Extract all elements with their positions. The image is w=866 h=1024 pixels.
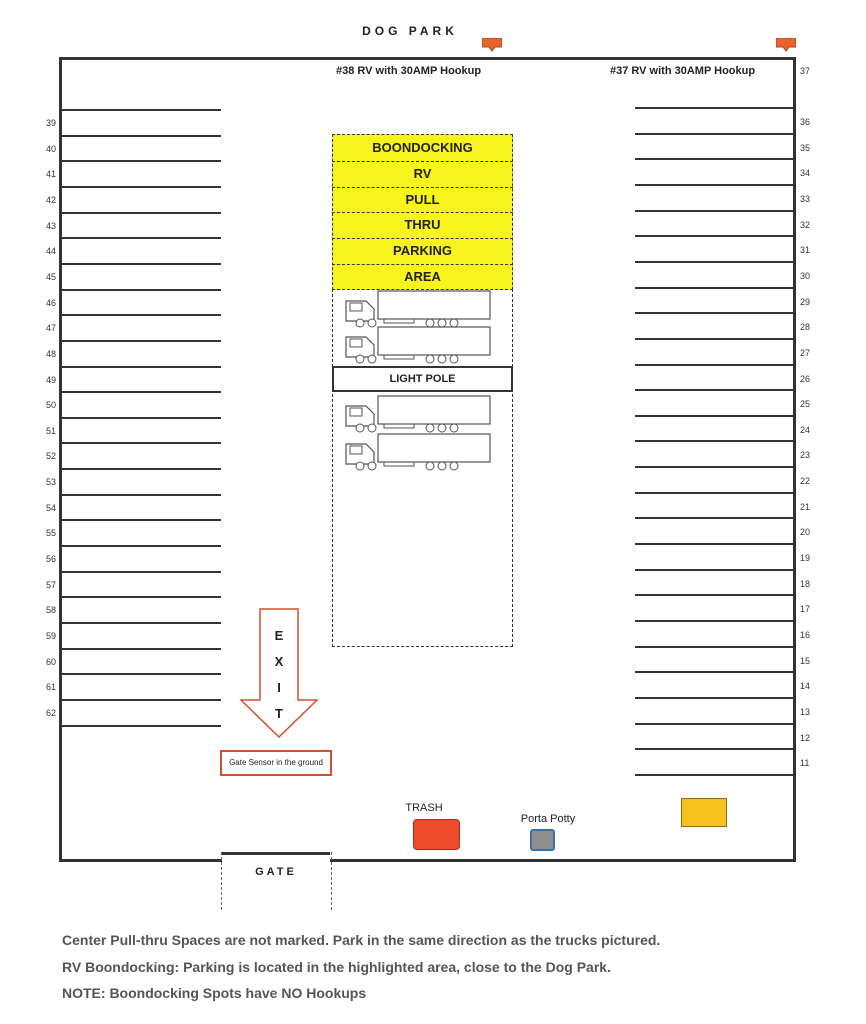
stall-line: [635, 312, 795, 314]
stall-number-37: 37: [800, 66, 811, 76]
note-no-hookups: NOTE: Boondocking Spots have NO Hookups: [62, 985, 367, 1001]
stall-line: [635, 646, 795, 648]
boondocking-row-label: THRU: [404, 217, 441, 233]
stall-line: [635, 466, 795, 468]
dog-park-marker-icon: [776, 38, 796, 52]
stall-line: [62, 366, 221, 368]
stall-number: 22: [800, 476, 811, 487]
gate-bar: [222, 852, 330, 855]
boondocking-row-label: BOONDOCKING: [372, 140, 473, 155]
exit-letter: T: [275, 706, 283, 721]
stall-number: 56: [46, 554, 57, 565]
stall-number: 43: [46, 220, 57, 231]
stall-number: 42: [46, 194, 57, 205]
stall-line: [635, 594, 795, 596]
stall-number: 29: [800, 296, 811, 307]
stall-line: [635, 158, 795, 160]
trash-bin: [413, 819, 460, 850]
boondocking-divider: [332, 187, 513, 188]
stall-number: 23: [800, 450, 811, 461]
truck-icon: [344, 432, 492, 472]
stall-number: 61: [46, 682, 57, 693]
stall-line: [635, 184, 795, 186]
stall-number: 45: [46, 271, 57, 282]
stall-number: 33: [800, 193, 811, 204]
stall-line: [635, 748, 795, 750]
gate-sensor-label: Gate Sensor in the ground: [220, 750, 332, 776]
stall-number: 20: [800, 527, 811, 538]
boondocking-divider: [332, 238, 513, 239]
stall-line: [62, 135, 221, 137]
stall-line: [62, 289, 221, 291]
truck-icon: [344, 394, 492, 434]
boondocking-row-label: RV: [413, 165, 432, 181]
stall-line: [62, 468, 221, 470]
stall-line: [635, 415, 795, 417]
stall-line: [635, 287, 795, 289]
stall-line: [62, 391, 221, 393]
dog-park-marker-icon: [482, 38, 502, 52]
gate-label: GATE: [255, 866, 297, 878]
stall-line: [62, 519, 221, 521]
stall-number: 25: [800, 399, 811, 410]
boondocking-divider: [332, 264, 513, 265]
stall-line: [635, 107, 795, 109]
boondocking-row-label: PULL: [405, 191, 440, 207]
stall-line: [635, 723, 795, 725]
stall-number: 35: [800, 142, 811, 153]
note-pull-thru: Center Pull-thru Spaces are not marked. Park in the same direction as the trucks pictured.: [62, 932, 661, 948]
boondocking-divider: [332, 212, 513, 213]
stall-number: 47: [46, 323, 57, 334]
stall-line: [635, 543, 795, 545]
stall-line: [635, 492, 795, 494]
stall-line: [62, 314, 221, 316]
stall-number: 16: [800, 630, 811, 640]
stall-number: 39: [46, 118, 57, 128]
stall-line: [635, 569, 795, 571]
stall-line: [635, 210, 795, 212]
stall-number: 41: [46, 169, 57, 180]
stall-number: 60: [46, 656, 57, 667]
stall-number: 57: [46, 579, 57, 590]
stall-number: 15: [800, 655, 811, 666]
stall-number: 54: [46, 502, 57, 513]
stall-line: [62, 648, 221, 650]
stall-line: [635, 338, 795, 340]
stall-number: 28: [800, 322, 811, 333]
stall-number: 44: [46, 246, 57, 257]
note-boondocking-location: RV Boondocking: Parking is located in the highlighted area, close to the Dog Park.: [62, 959, 611, 975]
stall-line: [62, 417, 221, 419]
stall-number: 32: [800, 219, 811, 230]
stall-line: [62, 160, 221, 162]
stall-line: [635, 620, 795, 622]
porta-potty-label: Porta Potty: [520, 813, 576, 825]
stall-number: 49: [46, 374, 57, 385]
stall-line: [635, 697, 795, 699]
stall-number: 31: [800, 245, 811, 256]
gate-post-right: [331, 852, 332, 910]
stall-number: 58: [46, 605, 57, 616]
stall-line: [62, 596, 221, 598]
stall-line: [62, 725, 221, 727]
porta-potty: [530, 829, 555, 851]
stall-number: 50: [46, 400, 57, 411]
stall-number: 14: [800, 681, 811, 692]
light-pole: LIGHT POLE: [332, 366, 513, 392]
stall-number: 19: [800, 553, 811, 564]
stall-line: [62, 699, 221, 701]
stall-number: 62: [46, 707, 57, 718]
boondocking-row-label: AREA: [404, 269, 441, 284]
stall-number: 53: [46, 477, 57, 488]
stall-line: [635, 440, 795, 442]
stall-number: 17: [800, 604, 811, 615]
hookup-label-37: #37 RV with 30AMP Hookup: [610, 65, 756, 77]
stall-number: 46: [46, 297, 57, 308]
trash-label: TRASH: [405, 802, 443, 814]
boondocking-row-label: PARKING: [393, 243, 452, 259]
stall-number: 30: [800, 270, 811, 281]
stall-number: 18: [800, 578, 811, 589]
stall-line: [62, 237, 221, 239]
stall-number: 34: [800, 168, 811, 179]
stall-number: 51: [46, 425, 57, 436]
truck-icon: [344, 289, 492, 329]
exit-letter: X: [274, 654, 284, 669]
stall-number: 59: [46, 631, 57, 641]
stall-number: 13: [800, 706, 811, 717]
boondocking-divider: [332, 161, 513, 162]
stall-line: [62, 622, 221, 624]
stall-line: [635, 774, 795, 776]
stall-line: [62, 442, 221, 444]
exit-letter: I: [277, 680, 281, 695]
stall-line: [62, 673, 221, 675]
stall-number: 55: [46, 528, 57, 539]
truck-icon: [344, 325, 492, 365]
stall-number: 21: [800, 501, 811, 512]
stall-line: [62, 109, 221, 111]
dog-park-label: DOG PARK: [362, 24, 458, 38]
stall-line: [62, 545, 221, 547]
stall-number: 12: [800, 732, 811, 743]
stall-line: [62, 494, 221, 496]
stall-number: 24: [800, 424, 811, 435]
stall-number: 40: [46, 143, 57, 154]
stall-number: 11: [800, 758, 810, 769]
stall-number: 48: [46, 348, 57, 359]
stall-line: [635, 261, 795, 263]
hookup-label-38: #38 RV with 30AMP Hookup: [336, 65, 482, 77]
yellow-marker-box: [681, 798, 727, 827]
exit-letter: E: [274, 628, 284, 643]
stall-line: [62, 186, 221, 188]
stall-line: [62, 571, 221, 573]
stall-number: 27: [800, 347, 811, 358]
stall-line: [635, 364, 795, 366]
stall-line: [635, 235, 795, 237]
stall-line: [635, 517, 795, 519]
stall-number: 36: [800, 117, 811, 127]
stall-line: [62, 340, 221, 342]
stall-line: [635, 671, 795, 673]
stall-line: [62, 212, 221, 214]
stall-number: 26: [800, 373, 811, 384]
stall-line: [635, 389, 795, 391]
stall-line: [635, 133, 795, 135]
stall-number: 52: [46, 451, 57, 462]
stall-line: [62, 263, 221, 265]
gate-post-left: [221, 852, 222, 910]
